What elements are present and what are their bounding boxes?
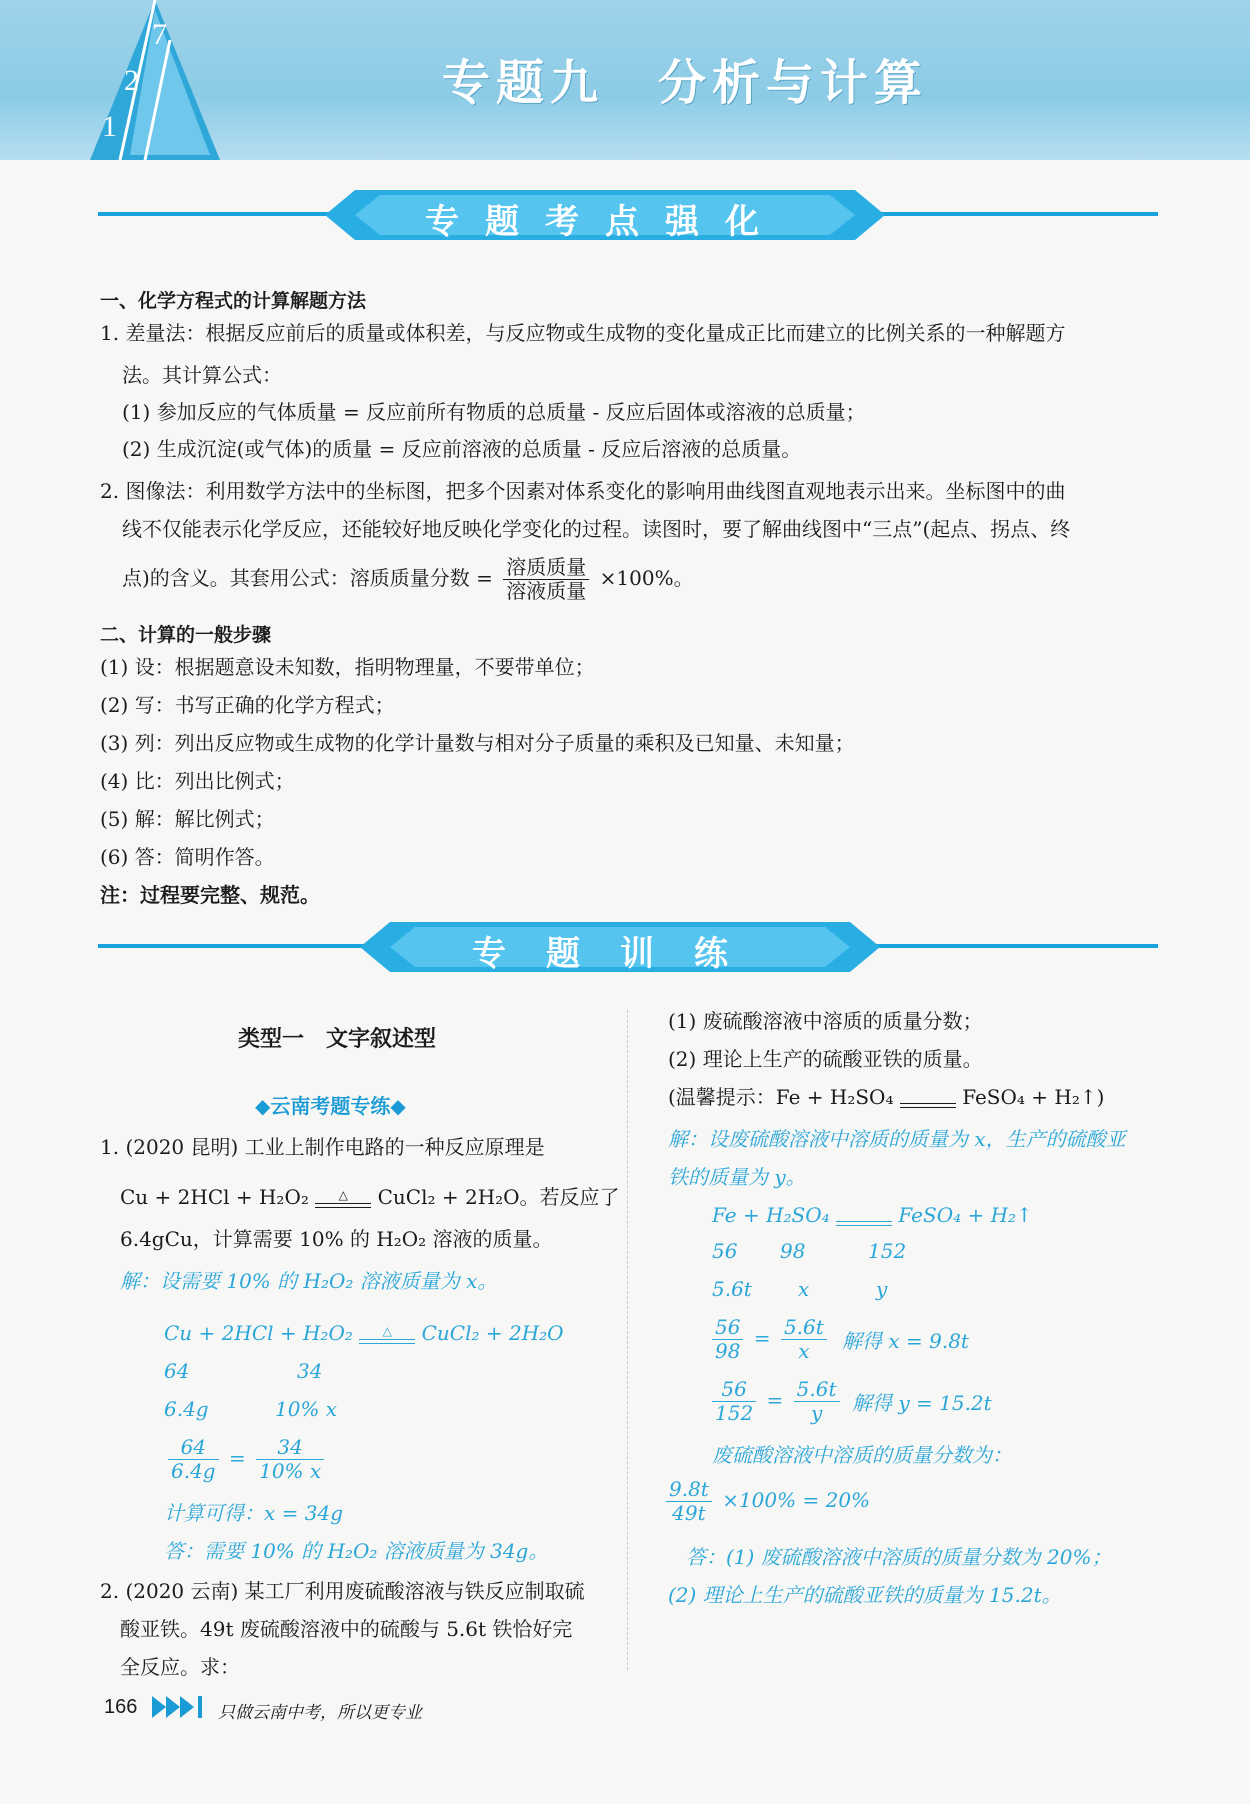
- heat-symbol: △: [338, 1188, 348, 1202]
- s1-equation: [164, 1314, 564, 1352]
- s2-set2: 铁的质量为 y。: [668, 1165, 806, 1189]
- page-number: 166: [104, 1696, 138, 1718]
- s1-mass-b: 34: [297, 1359, 323, 1383]
- s2-percentage: [662, 1478, 870, 1525]
- step-3: (3) 列：列出反应物或生成物的化学计量数与相对分子质量的乘积及已知量、未知量；: [100, 731, 855, 755]
- formula-denominator: 溶液质量: [506, 579, 587, 603]
- subtype-label: ◆云南考题专练◆: [255, 1094, 406, 1118]
- frac-den: 6.4g: [171, 1459, 216, 1483]
- step-4: (4) 比：列出比例式；: [100, 769, 295, 793]
- heat-symbol: △: [382, 1324, 392, 1338]
- banner-title-1: 专题考点强化: [425, 202, 785, 242]
- s1-set: 解：设需要 10% 的 H₂O₂ 溶液质量为 x。: [120, 1269, 498, 1293]
- frac-den: x: [798, 1339, 810, 1363]
- s2-equation: [712, 1196, 1033, 1234]
- step-5: (5) 解：解比例式；: [100, 807, 275, 831]
- reaction-arrow: [836, 1207, 892, 1226]
- s2-mass-feso4: 152: [868, 1239, 907, 1263]
- step-6: (6) 答：简明作答。: [100, 845, 275, 869]
- q1-line3: 6.4gCu，计算需要 10% 的 H₂O₂ 溶液的质量。: [120, 1227, 553, 1251]
- part2-heading: 二、计算的一般步骤: [100, 624, 272, 646]
- reaction-arrow: [315, 1189, 371, 1208]
- footer-slogan: 只做云南中考，所以更专业: [218, 1703, 422, 1723]
- s2-proportion-1: $\frac{56}{98}$ = $\frac{5.6t}{x}$: [708, 1316, 831, 1363]
- q2-line1: 2. (2020 云南) 某工厂利用废硫酸溶液与铁反应制取硫: [100, 1579, 585, 1603]
- s1-mass-a: 64: [164, 1359, 190, 1383]
- q1-line1: 1. (2020 昆明) 工业上制作电路的一种反应原理是: [100, 1135, 545, 1159]
- frac-den: 98: [715, 1339, 741, 1363]
- frac-den: 152: [715, 1401, 754, 1425]
- s2-solution-x: 解得 x = 9.8t: [842, 1329, 969, 1353]
- s2-mass-h2so4: 98: [780, 1239, 806, 1263]
- frac-num: 64: [168, 1436, 219, 1460]
- s2-answer-1: 答：(1) 废硫酸溶液中溶质的质量分数为 20%；: [686, 1545, 1112, 1569]
- q2-hint: [668, 1078, 1104, 1116]
- frac-num: 9.8t: [666, 1478, 712, 1502]
- s2-fraction-label: 废硫酸溶液中溶质的质量分数为：: [712, 1443, 1012, 1467]
- s2-unknown-x: x: [798, 1277, 810, 1301]
- part1-heading: 一、化学方程式的计算解题方法: [100, 290, 367, 312]
- q2-part-a: (1) 废硫酸溶液中溶质的质量分数；: [668, 1009, 983, 1033]
- s1-known-a: 6.4g: [164, 1397, 209, 1421]
- q1-eq-left: Cu + 2HCl + H₂O₂: [120, 1185, 309, 1209]
- s2-answer-2: (2) 理论上生产的硫酸亚铁的质量为 15.2t。: [668, 1583, 1062, 1607]
- triangle-number-bottom: 1: [102, 110, 117, 143]
- part1-item2-line3-prefix: 点)的含义。其套用公式：溶质质量分数 =: [122, 566, 493, 590]
- s2-solution-y: 解得 y = 15.2t: [852, 1391, 992, 1415]
- triangle-number-top: 7: [152, 18, 167, 51]
- s1-known-b: 10% x: [275, 1397, 338, 1421]
- reaction-arrow: [359, 1325, 415, 1344]
- q2-line3: 全反应。求：: [120, 1655, 240, 1679]
- frac-num: 56: [712, 1316, 743, 1340]
- part1-item1-line2: 法。其计算公式：: [122, 363, 282, 387]
- hint-left: (温馨提示：Fe + H₂SO₄: [668, 1085, 894, 1109]
- frac-num: 34: [256, 1436, 324, 1460]
- step-2: (2) 写：书写正确的化学方程式；: [100, 693, 395, 717]
- part1-item1-formula2: (2) 生成沉淀(或气体)的质量 = 反应前溶液的总质量 - 反应后溶液的总质量。: [122, 437, 802, 461]
- s2-unknown-y: y: [876, 1277, 888, 1301]
- q1-eq-right: CuCl₂ + 2H₂O。若反应了: [377, 1185, 620, 1209]
- page-title: 专题九 分析与计算: [441, 55, 928, 111]
- frac-den: 10% x: [259, 1459, 322, 1483]
- s2-set1: 解：设废硫酸溶液中溶质的质量为 x，生产的硫酸亚: [668, 1127, 1126, 1151]
- triangle-number-middle: 2: [124, 64, 139, 97]
- part1-item1-formula1: (1) 参加反应的气体质量 = 反应前所有物质的总质量 - 反应后固体或溶液的总质量；: [122, 400, 866, 424]
- hint-right: FeSO₄ + H₂↑): [962, 1085, 1105, 1109]
- s2-mass-fe: 56: [712, 1239, 738, 1263]
- fast-forward-icon: [152, 1694, 212, 1720]
- mass-fraction-formula: [503, 556, 589, 603]
- part1-item1-line1: 1. 差量法：根据反应前后的质量或体积差，与反应物或生成物的变化量成正比而建立的比例关系的一种解题方: [100, 321, 1066, 345]
- part1-item2-line2: 线不仅能表示化学反应，还能较好地反映化学变化的过程。读图时，要了解曲线图中“三点”(起点、拐点、终: [122, 517, 1071, 541]
- step-1: (1) 设：根据题意设未知数，指明物理量，不要带单位；: [100, 655, 595, 679]
- banner-title-2: 专题训练: [472, 934, 768, 974]
- s2-eq-right: FeSO₄ + H₂↑: [898, 1203, 1033, 1227]
- part1-item2-line3-suffix: ×100%。: [599, 566, 694, 590]
- formula-numerator: 溶质质量: [503, 556, 589, 580]
- s2-eq-left: Fe + H₂SO₄: [712, 1203, 830, 1227]
- frac-num: 5.6t: [781, 1316, 827, 1340]
- part1-item2-line3: [122, 556, 694, 603]
- reaction-arrow: [900, 1089, 956, 1108]
- q2-line2: 酸亚铁。49t 废硫酸溶液中的硫酸与 5.6t 铁恰好完: [120, 1617, 573, 1641]
- s1-eq-left: Cu + 2HCl + H₂O₂: [164, 1321, 353, 1345]
- note: 注：过程要完整、规范。: [100, 883, 320, 907]
- type-title: 类型一 文字叙述型: [238, 1027, 437, 1052]
- part1-item2-line1: 2. 图像法：利用数学方法中的坐标图，把多个因素对体系变化的影响用曲线图直观地表示出来。坐标图中的曲: [100, 479, 1066, 503]
- percentage-suffix: ×100% = 20%: [722, 1488, 871, 1512]
- q1-equation: [120, 1178, 620, 1216]
- s2-proportion-2: $\frac{56}{152}$ = $\frac{5.6t}{y}$: [708, 1378, 844, 1425]
- column-divider: [627, 1010, 628, 1670]
- frac-den: 49t: [672, 1501, 706, 1525]
- frac-num: 56: [712, 1378, 756, 1402]
- frac-den: y: [810, 1401, 823, 1425]
- frac-num: 5.6t: [794, 1378, 840, 1402]
- s1-calc: 计算可得：x = 34g: [164, 1501, 344, 1525]
- s1-eq-right: CuCl₂ + 2H₂O: [421, 1321, 564, 1345]
- s1-proportion: $\frac{64}{6.4g}$ = $\frac{34}{10\% x}$: [164, 1436, 328, 1483]
- s1-answer: 答：需要 10% 的 H₂O₂ 溶液质量为 34g。: [164, 1539, 549, 1563]
- q2-part-b: (2) 理论上生产的硫酸亚铁的质量。: [668, 1047, 983, 1071]
- s2-known-fe: 5.6t: [712, 1277, 752, 1301]
